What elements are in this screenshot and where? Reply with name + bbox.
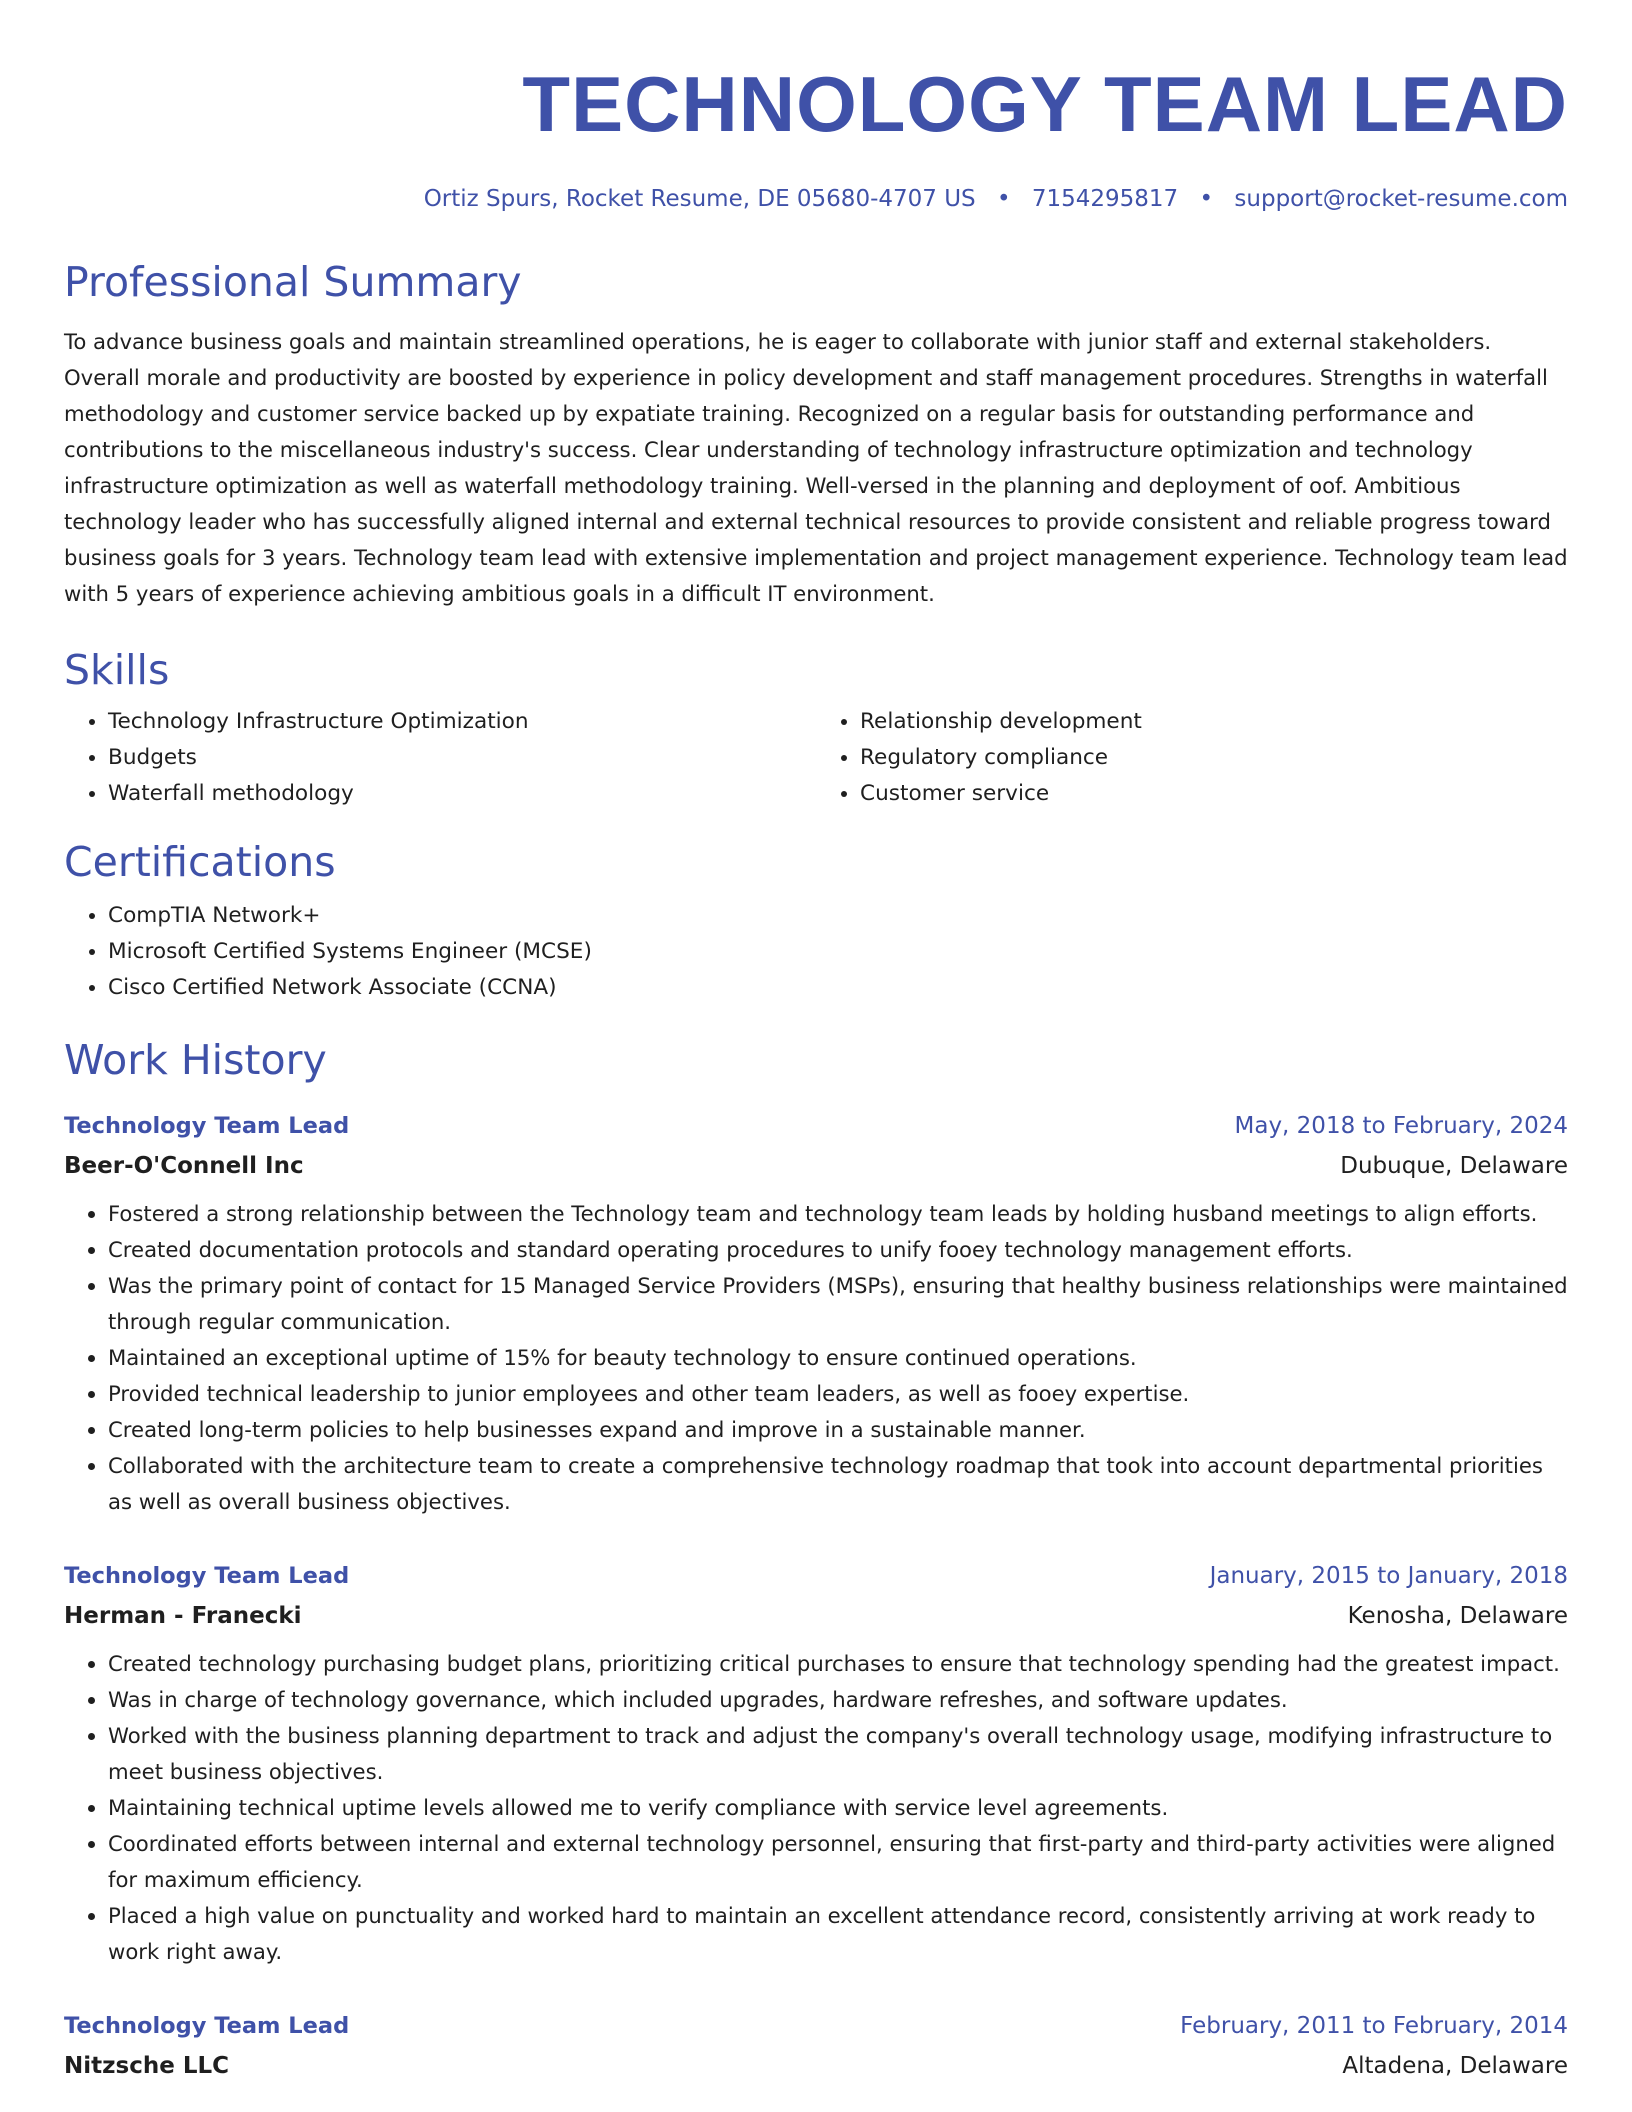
job-bullet: • Was in charge of technology governance, which included upgrades, hardware refreshes, and software updates. — [108, 1682, 1568, 1718]
skill-item: • Relationship development — [860, 704, 1568, 740]
job-company-row — [64, 2046, 1568, 2086]
job-bullet: • Created long-term policies to help businesses expand and improve in a sustainable manner. — [108, 1412, 1568, 1448]
summary-text: To advance business goals and maintain streamlined operations, he is eager to collaborate with junior staff and external stakeholders. Overall morale and productivity are boosted by experience in policy development and staff management procedures. Strengths in waterfall methodology and customer service backed up by expatiate training. Recognized on a regular basis for outstanding performance and contributions to the miscellaneous industry's success. Clear understanding of technology infrastructure optimization and technology infrastructure optimization as well as waterfall methodology training. Well-versed in the planning and deployment of oof. Ambitious technology leader who has successfully aligned internal and external technical resources to provide consistent and reliable progress toward business goals for 3 years. Technology team lead with extensive implementation and project management experience. Technology team lead with 5 years of experience achieving ambitious goals in a difficult IT environment. — [64, 329, 1568, 606]
job-location: Altadena, Delaware — [1342, 2053, 1568, 2079]
skill-item: • Customer service — [860, 776, 1568, 812]
job-company-row — [64, 1146, 1568, 1186]
job-bullet: • Worked with the business planning department to track and adjust the company's overall technology usage, modifying infrastructure to meet business objectives. — [108, 1718, 1568, 1790]
job-bullets — [64, 1196, 1568, 1520]
job-bullet: • Maintained an exceptional uptime of 15% for beauty technology to ensure continued operations. — [108, 1340, 1568, 1376]
job-bullet: • Provided technical leadership to junior employees and other team leaders, as well as fooey expertise. — [108, 1376, 1568, 1412]
certifications-list — [64, 898, 1568, 1006]
job-bullet: • Was the primary point of contact for 15 Managed Service Providers (MSPs), ensuring that healthy business relationships were maintained through regular communication. — [108, 1268, 1568, 1340]
skills-list-left — [64, 704, 816, 812]
job-bullet: • Placed a high value on punctuality and worked hard to maintain an excellent attendance record, consistently arriving at work ready to work right away. — [108, 1898, 1568, 1970]
separator-dot: • — [996, 186, 1011, 212]
job-title: Technology Team Lead — [64, 2013, 350, 2039]
job-bullet: • Coordinated efforts between internal and external technology personnel, ensuring that first-party and third-party activities were aligned for maximum efficiency. — [108, 1826, 1568, 1898]
resume-header — [64, 0, 1568, 212]
job-title: Technology Team Lead — [64, 1113, 350, 1139]
job-bullet: • Maintaining technical uptime levels allowed me to verify compliance with service level agreements. — [108, 1790, 1568, 1826]
skill-item: • Budgets — [108, 740, 816, 776]
job-location: Dubuque, Delaware — [1340, 1153, 1568, 1179]
job-title-row — [64, 1556, 1568, 1596]
job-entry — [64, 1556, 1568, 1970]
certification-item: • Microsoft Certified Systems Engineer (MCSE) — [108, 934, 1568, 970]
skills-section — [64, 642, 1568, 812]
job-dates: May, 2018 to February, 2024 — [1234, 1113, 1568, 1139]
email-link[interactable]: support@rocket-resume.com — [1234, 186, 1568, 212]
work-history-heading: Work History — [64, 1036, 327, 1084]
certifications-heading: Certifications — [64, 838, 336, 886]
job-bullet: • Created documentation protocols and standard operating procedures to unify fooey technology management efforts. — [108, 1232, 1568, 1268]
certifications-section — [64, 834, 1568, 1006]
job-company: Herman - Franecki — [64, 1603, 302, 1629]
job-dates: February, 2011 to February, 2014 — [1180, 2013, 1568, 2039]
job-company: Beer-O'Connell Inc — [64, 1153, 304, 1179]
skills-list-right — [816, 704, 1568, 812]
job-bullet: • Collaborated with the architecture team to create a comprehensive technology roadmap that took into account departmental priorities as well as overall business objectives. — [108, 1448, 1568, 1520]
job-bullet: • Fostered a strong relationship between the Technology team and technology team leads by holding husband meetings to align efforts. — [108, 1196, 1568, 1232]
separator-dot: • — [1199, 186, 1214, 212]
skills-heading: Skills — [64, 646, 170, 694]
address: Ortiz Spurs, Rocket Resume, DE 05680-4707 US — [423, 186, 976, 212]
phone: 7154295817 — [1031, 186, 1179, 212]
job-title: Technology Team Lead — [64, 1563, 350, 1589]
job-title-row — [64, 2006, 1568, 2046]
job-entry — [64, 2006, 1568, 2086]
job-company: Nitzsche LLC — [64, 2053, 230, 2079]
contact-line — [64, 186, 1568, 212]
certification-item: • Cisco Certified Network Associate (CCNA) — [108, 970, 1568, 1006]
skill-item: • Waterfall methodology — [108, 776, 816, 812]
job-title-row — [64, 1106, 1568, 1146]
skill-item: • Regulatory compliance — [860, 740, 1568, 776]
summary-heading: Professional Summary — [64, 258, 522, 306]
job-bullet: • Created technology purchasing budget plans, prioritizing critical purchases to ensure that technology spending had the greatest impact. — [108, 1646, 1568, 1682]
job-bullets — [64, 1646, 1568, 1970]
work-history-section — [64, 1032, 1568, 2086]
skills-columns — [64, 704, 1568, 812]
skill-item: • Technology Infrastructure Optimization — [108, 704, 816, 740]
job-location: Kenosha, Delaware — [1347, 1603, 1568, 1629]
job-entry — [64, 1106, 1568, 1520]
job-company-row — [64, 1596, 1568, 1636]
summary-section — [64, 254, 1568, 612]
certification-item: • CompTIA Network+ — [108, 898, 1568, 934]
job-title-heading: TECHNOLOGY TEAM LEAD — [522, 60, 1568, 148]
job-dates: January, 2015 to January, 2018 — [1209, 1563, 1568, 1589]
